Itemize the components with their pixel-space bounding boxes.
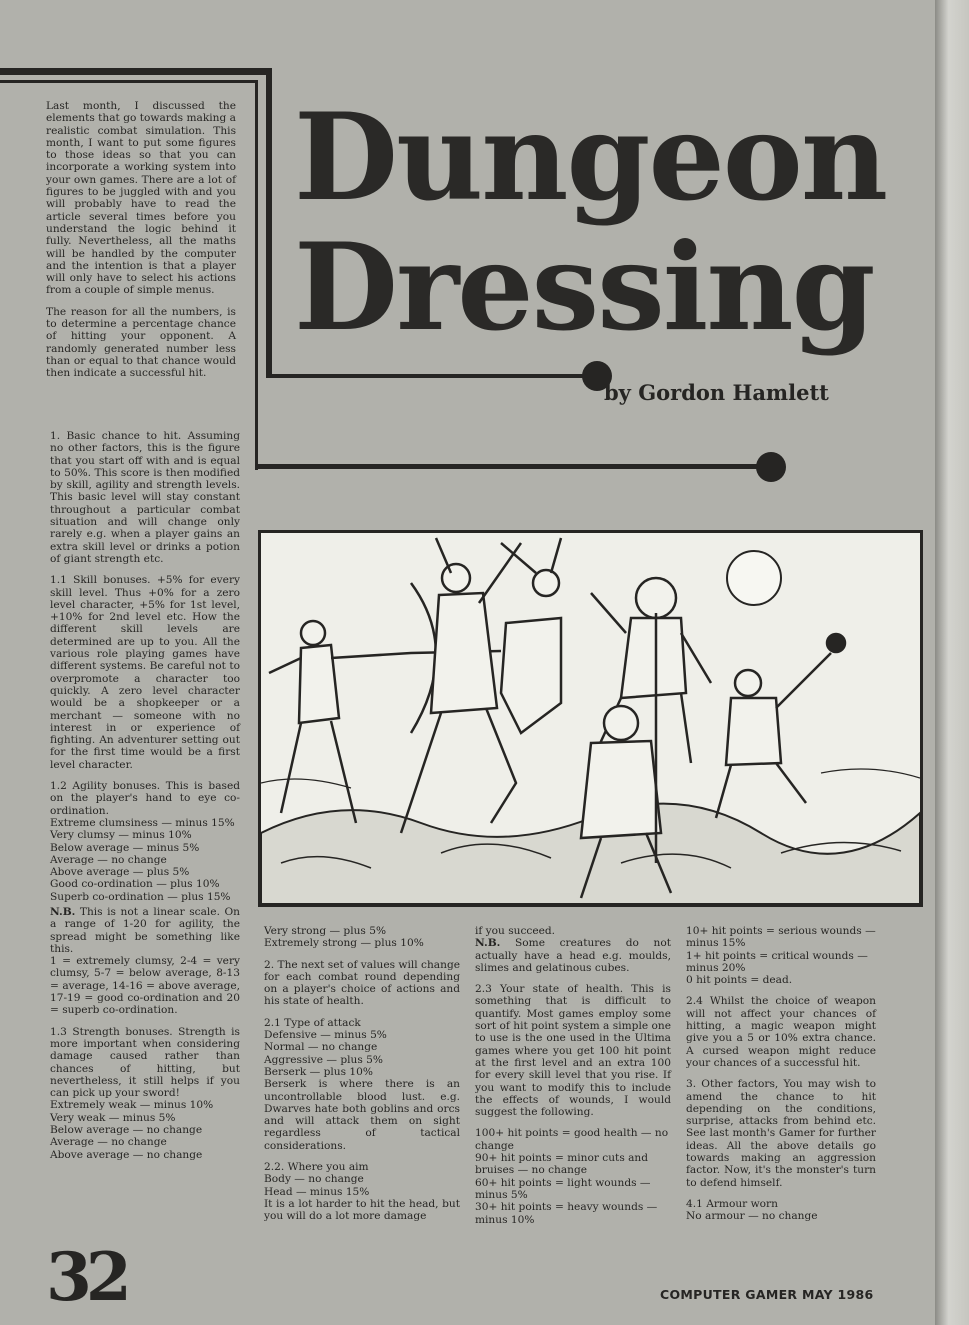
list-item: Very weak — minus 5% bbox=[50, 1111, 176, 1124]
magazine-footer: COMPUTER GAMER MAY 1986 bbox=[660, 1287, 874, 1302]
list-item: 10+ hit points = serious wounds — minus 15% bbox=[686, 925, 876, 950]
list-item: 30+ hit points = heavy wounds — minus 10% bbox=[475, 1201, 658, 1226]
frame-top-outer bbox=[0, 68, 272, 75]
column-1-body bbox=[50, 430, 240, 1161]
list-item: Extremely strong — plus 10% bbox=[264, 937, 424, 950]
column-2 bbox=[264, 925, 460, 1232]
berserk-paragraph: Berserk is where there is an uncontrollable blood lust. e.g. Dwarves hate both goblins and orcs and will attack them on sight regardless of tactical considerations. bbox=[264, 1078, 460, 1152]
other-factors-paragraph: 3. Other factors, You may wish to amend the chance to hit depending on the conditions, surprise, attacks from behind etc. See last month's Gamer for further ideas. All the above details go towards making an aggression factor. Now, it's the monster's turn to defend himself. bbox=[686, 1078, 876, 1189]
column-3 bbox=[475, 925, 671, 1226]
frame-bullet-lower bbox=[756, 452, 786, 482]
list-item: Extremely weak — minus 10% bbox=[50, 1099, 214, 1112]
list-item: Above average — no change bbox=[50, 1148, 203, 1161]
list-item: Very clumsy — minus 10% bbox=[50, 829, 192, 842]
list-item: Head — minus 15% bbox=[264, 1185, 370, 1198]
column-1-top bbox=[46, 100, 236, 389]
basic-chance-paragraph: 1. Basic chance to hit. Assuming no other factors, this is the figure that you start off with and is equal to 50%. This score is then modified by skill, agility and strength levels. This basic level will stay constant throughout a particular combat situation and will change only rarely e.g. when a player gains an extra skill level or drinks a potion of giant strength etc. bbox=[50, 430, 240, 565]
armour-list bbox=[686, 1210, 876, 1222]
list-item: Aggressive — plus 5% bbox=[264, 1053, 383, 1066]
byline: by Gordon Hamlett bbox=[604, 380, 829, 405]
aim-heading: 2.2. Where you aim bbox=[264, 1161, 369, 1174]
list-item: Berserk — plus 10% bbox=[264, 1065, 373, 1078]
frame-rule-upper bbox=[266, 374, 592, 378]
frame-right-outer bbox=[266, 68, 272, 378]
agility-scale: 1 = extremely clumsy, 2-4 = very clumsy, 5-7 = below average, 8-13 = average, 14-16 = above average, 17-19 = good co-ordination and 20 = superb co-ordination. bbox=[50, 955, 240, 1017]
frame-right-inner bbox=[255, 80, 258, 470]
list-item: No armour — no change bbox=[686, 1210, 818, 1223]
attack-heading: 2.1 Type of attack bbox=[264, 1016, 361, 1029]
strength-list bbox=[50, 1099, 240, 1160]
moon-icon bbox=[727, 551, 781, 605]
nb-label: N.B. bbox=[50, 905, 76, 918]
illustration-svg bbox=[261, 533, 920, 904]
nb-note-agility bbox=[50, 906, 240, 955]
page-spine bbox=[935, 0, 969, 1325]
frame-rule-lower bbox=[255, 464, 765, 469]
health-paragraph: 2.3 Your state of health. This is something that is difficult to quantify. Most games employ some sort of hit point system a simple one to use is the one used in the Ultima games where you get 100 hit point at the first level and an extra 100 for every skill level that you rise. If you want to modify this to include the effects of wounds, I would suggest the following. bbox=[475, 983, 671, 1119]
list-item: Good co-ordination — plus 10% bbox=[50, 878, 220, 891]
strength-heading: 1.3 Strength bonuses. Strength is more important when considering damage caused rather than chances of hitting, but nevertheless, it still helps if you can pick up your sword! bbox=[50, 1025, 240, 1100]
agility-list bbox=[50, 817, 240, 903]
combat-illustration bbox=[258, 530, 923, 907]
list-item: 60+ hit points = light wounds — minus 5% bbox=[475, 1176, 651, 1201]
skill-bonus-paragraph: 1.1 Skill bonuses. +5% for every skill level. Thus +0% for a zero level character, +5% for 1st level, +10% for 2nd level etc. How the different skill levels are determined are up to you. All the various role playing games have different systems. Be careful not to overpromote a character too quickly. A zero level character would be a shopkeeper or a merchant — someone with no interest in or experience of fighting. An adventurer setting out for the first time would be a first level character. bbox=[50, 574, 240, 771]
succeed-line: if you succeed. bbox=[475, 925, 556, 937]
hp-list-continued bbox=[686, 925, 876, 986]
title-dressing: Dressing bbox=[294, 217, 874, 358]
weapon-paragraph: 2.4 Whilst the choice of weapon will not affect your chances of hitting, a magic weapon might give you a 5 or 10% extra chance. A cursed weapon might reduce your chances of a successful hit. bbox=[686, 995, 876, 1069]
list-item: Superb co-ordination — plus 15% bbox=[50, 890, 231, 903]
list-item: Average — no change bbox=[50, 1136, 167, 1149]
strong-list bbox=[264, 925, 460, 950]
nb-label: N.B. bbox=[475, 937, 501, 950]
page-number: 32 bbox=[46, 1238, 126, 1316]
frame-top-inner bbox=[0, 80, 257, 83]
goblin-figure bbox=[501, 538, 561, 733]
hp-list bbox=[475, 1127, 671, 1225]
list-item: Normal — no change bbox=[264, 1041, 378, 1054]
title-dungeon: Dungeon bbox=[294, 87, 887, 228]
agility-heading: 1.2 Agility bonuses. This is based on the player's hand to eye co-ordination. bbox=[50, 780, 240, 817]
armour-heading: 4.1 Armour worn bbox=[686, 1197, 778, 1210]
list-item: 90+ hit points = minor cuts and bruises — no change bbox=[475, 1152, 649, 1177]
list-item: Very strong — plus 5% bbox=[264, 925, 387, 937]
list-item: Body — no change bbox=[264, 1173, 364, 1186]
nb-text: Some creatures do not actually have a head e.g. moulds, slimes and gelatinous cubes. bbox=[475, 937, 671, 974]
column-4 bbox=[686, 925, 876, 1223]
attack-list bbox=[264, 1029, 460, 1078]
list-item: 100+ hit points = good health — no change bbox=[475, 1127, 669, 1152]
head-note: It is a lot harder to hit the head, but you will do a lot more damage bbox=[264, 1197, 460, 1223]
list-item: 1+ hit points = critical wounds — minus 20% bbox=[686, 949, 868, 974]
list-item: Above average — plus 5% bbox=[50, 866, 190, 879]
list-item: Extreme clumsiness — minus 15% bbox=[50, 816, 235, 829]
intro-paragraph-1: Last month, I discussed the elements that go towards making a realistic combat simulation. This month, I want to put some figures to those ideas so that you can incorporate a working system into your own games. There are a lot of figures to be juggled with and you will probably have to read the article several times before you understand the logic behind it fully. Nevertheless, all the maths will be handled by the computer and the intention is that a player will only have to select his actions from a couple of simple menus. bbox=[46, 100, 236, 297]
creature-with-mace bbox=[716, 634, 845, 818]
list-item: Average — no change bbox=[50, 853, 167, 866]
nb-text: This is not a linear scale. On a range of 1-20 for agility, the spread might be something like this. bbox=[50, 905, 241, 955]
next-values-paragraph: 2. The next set of values will change for each combat round depending on a player's choice of actions and his state of health. bbox=[264, 958, 460, 1008]
list-item: 0 hit points = dead. bbox=[686, 974, 793, 987]
list-item: Defensive — minus 5% bbox=[264, 1029, 387, 1042]
nb-note-head bbox=[475, 937, 671, 974]
list-item: Below average — no change bbox=[50, 1124, 203, 1137]
intro-paragraph-2: The reason for all the numbers, is to determine a percentage chance of hitting your opponent. A randomly generated number less than or equal to that chance would then indicate a successful hit. bbox=[46, 305, 236, 380]
list-item: Below average — minus 5% bbox=[50, 841, 200, 854]
aim-list bbox=[264, 1173, 460, 1198]
